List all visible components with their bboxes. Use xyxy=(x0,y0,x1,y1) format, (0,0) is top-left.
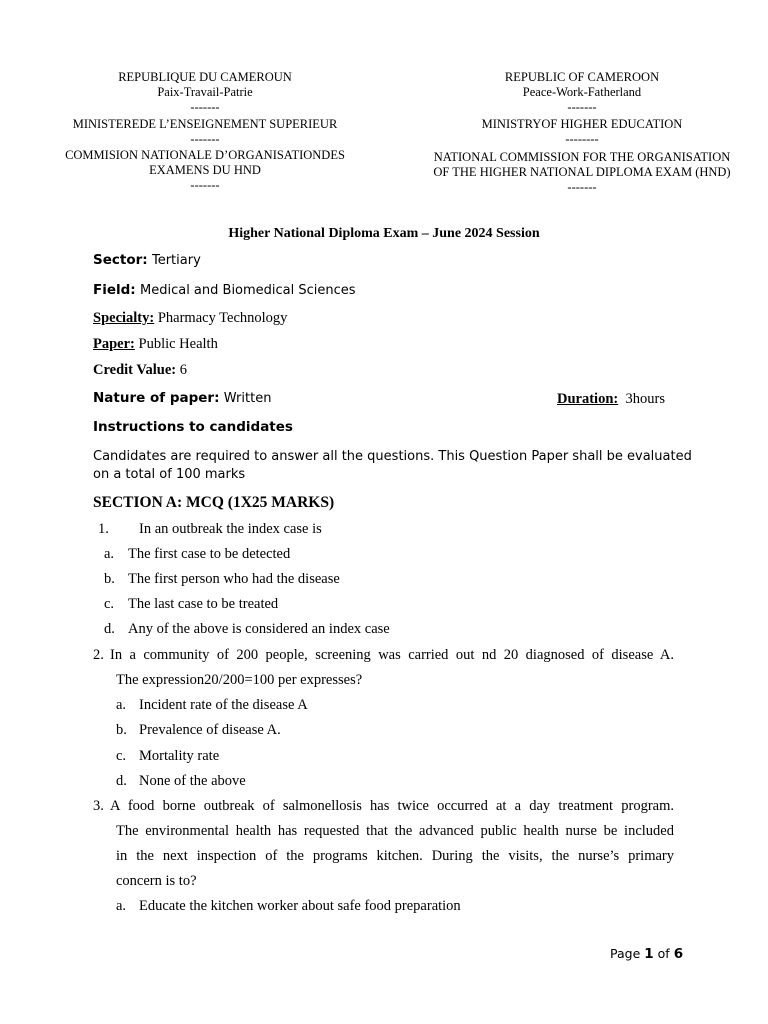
field-line xyxy=(93,282,356,298)
credit-value: 6 xyxy=(179,362,187,378)
page-number: 1 xyxy=(644,946,654,962)
q3-option-letter: a. xyxy=(116,898,127,914)
motto-fr: Paix-Travail-Patrie xyxy=(157,85,253,99)
country-fr: REPUBLIQUE DU CAMEROUN xyxy=(118,70,292,84)
header-right xyxy=(412,70,752,195)
q1-option-letter: b. xyxy=(104,571,115,587)
credit-label: Credit Value: xyxy=(93,362,177,378)
question-3-number: 3. xyxy=(93,798,104,814)
specialty-label: Specialty: xyxy=(93,310,155,326)
duration-label: Duration: xyxy=(557,391,619,407)
instructions-heading: Instructions to candidates xyxy=(93,419,293,435)
question-3-line2: The environmental health has requested that the advanced public health nurse be included xyxy=(116,823,674,839)
header-left xyxy=(50,70,360,193)
paper-value: Public Health xyxy=(138,336,218,352)
instructions-line2: on a total of 100 marks xyxy=(93,467,246,482)
separator: -------- xyxy=(565,132,599,146)
q3-option-text: Educate the kitchen worker about safe food preparation xyxy=(139,898,461,914)
question-2-line1: In a community of 200 people, screening was carried out nd 20 diagnosed of disease A. xyxy=(110,647,674,663)
commission-en-line1: NATIONAL COMMISSION FOR THE ORGANISATION xyxy=(433,150,731,164)
q1-option-text: The first case to be detected xyxy=(128,546,291,562)
of-word: of xyxy=(657,946,670,961)
separator: ------- xyxy=(190,100,220,114)
separator: ------- xyxy=(567,100,597,114)
separator: ------- xyxy=(190,132,220,146)
sector-label: Sector: xyxy=(93,252,148,268)
q2-option-letter: c. xyxy=(116,748,127,764)
q1-option-text: The last case to be treated xyxy=(128,596,279,612)
q1-option-letter: a. xyxy=(104,546,115,562)
field-label: Field: xyxy=(93,282,136,298)
motto-en: Peace-Work-Fatherland xyxy=(522,85,642,99)
sector-value: Tertiary xyxy=(151,253,201,268)
ministry-en: MINISTRYOF HIGHER EDUCATION xyxy=(481,117,683,131)
page-total: 6 xyxy=(673,946,684,962)
q2-option-text: Prevalence of disease A. xyxy=(139,722,281,738)
paper-line xyxy=(93,336,218,353)
credit-line xyxy=(93,362,187,379)
question-3-line4: concern is to? xyxy=(116,873,197,889)
specialty-value: Pharmacy Technology xyxy=(157,310,288,326)
q2-option-letter: b. xyxy=(116,722,127,738)
section-a-heading: SECTION A: MCQ (1X25 MARKS) xyxy=(93,494,335,511)
q2-option-letter: a. xyxy=(116,697,127,713)
separator: ------- xyxy=(567,180,597,194)
paper-label: Paper: xyxy=(93,336,135,352)
q1-option-text: Any of the above is considered an index case xyxy=(128,621,390,637)
instructions-line1: Candidates are required to answer all the questions. This Question Paper shall be evaluated xyxy=(93,449,692,464)
ministry-fr: MINISTEREDE L’ENSEIGNEMENT SUPERIEUR xyxy=(72,117,338,131)
country-en: REPUBLIC OF CAMEROON xyxy=(504,70,660,84)
q1-option-text: The first person who had the disease xyxy=(128,571,340,587)
q2-option-letter: d. xyxy=(116,773,127,789)
separator: ------- xyxy=(190,178,220,192)
specialty-line xyxy=(93,310,287,327)
nature-label: Nature of paper: xyxy=(93,390,220,406)
duration-value: 3hours xyxy=(625,391,665,407)
commission-fr-line2: EXAMENS DU HND xyxy=(149,163,261,177)
field-value: Medical and Biomedical Sciences xyxy=(140,283,356,298)
q2-option-text: Mortality rate xyxy=(139,748,220,764)
question-2-number: 2. xyxy=(93,647,104,663)
page-footer xyxy=(610,946,683,962)
page-word: Page xyxy=(610,946,641,961)
q2-option-text: Incident rate of the disease A xyxy=(139,697,308,713)
sector-line xyxy=(93,252,201,268)
exam-title: Higher National Diploma Exam – June 2024 Session xyxy=(228,226,540,241)
q1-option-letter: c. xyxy=(104,596,115,612)
commission-en-line2: OF THE HIGHER NATIONAL DIPLOMA EXAM (HND) xyxy=(433,165,731,179)
commission-fr-line1: COMMISION NATIONALE D’ORGANISATIONDES xyxy=(65,148,345,162)
question-2-line2: The expression20/200=100 per expresses? xyxy=(116,672,363,688)
question-1-number: 1. xyxy=(98,521,109,537)
question-3-line1: A food borne outbreak of salmonellosis has twice occurred at a day treatment program. xyxy=(110,798,674,814)
q1-option-letter: d. xyxy=(104,621,115,637)
question-1-text: In an outbreak the index case is xyxy=(139,521,322,537)
question-3-line3: in the next inspection of the programs kitchen. During the visits, the nurse’s primary xyxy=(116,848,674,864)
nature-line xyxy=(93,390,271,406)
nature-value: Written xyxy=(223,391,272,406)
q2-option-text: None of the above xyxy=(139,773,246,789)
duration xyxy=(557,391,665,408)
